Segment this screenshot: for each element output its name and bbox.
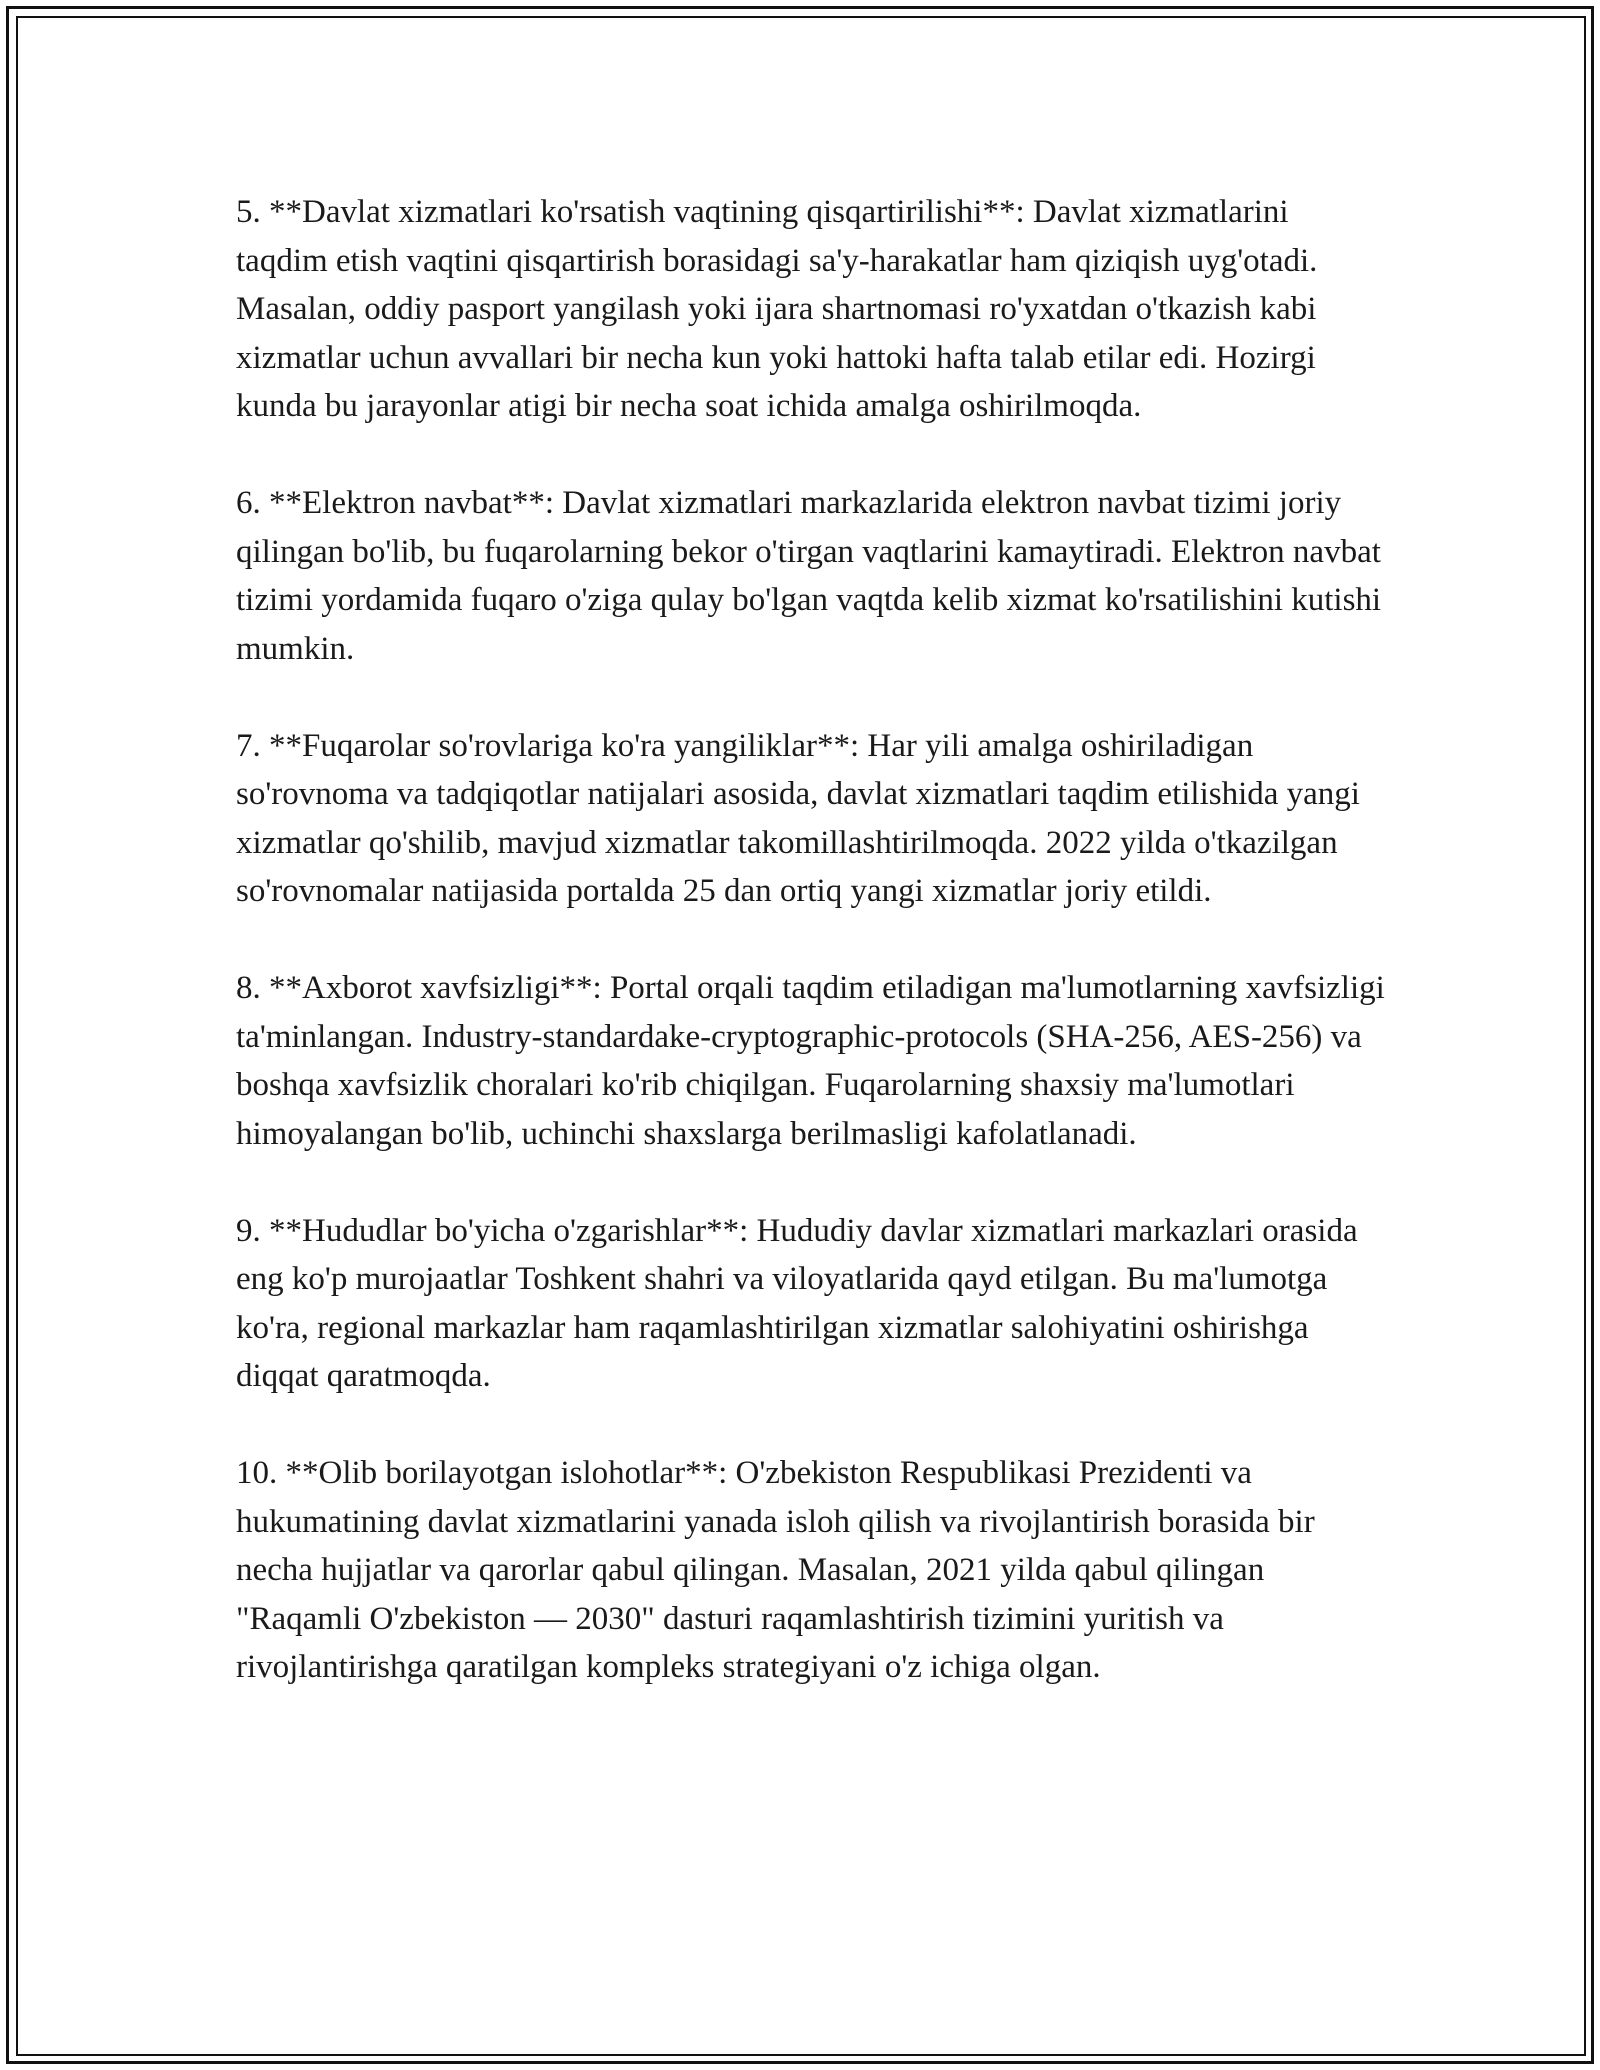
- paragraph-item-9: 9. **Hududlar bo'yicha o'zgarishlar**: Hududiy davlar xizmatlari markazlari orasida eng ko'p murojaatlar Toshkent shahri va viloyatlarida qayd etilgan. Bu ma'lumotga ko'ra, regional markazlar ham raqamlashtirilgan xizmatlar salohiyatini oshirishga diqqat qaratmoqda.: [236, 1212, 1358, 1394]
- paragraph-item-6: 6. **Elektron navbat**: Davlat xizmatlari markazlarida elektron navbat tizimi joriy qilingan bo'lib, bu fuqarolarning bekor o'tirgan vaqtlarini kamaytiradi. Elektron navbat tizimi yordamida fuqaro o'ziga qulay bo'lgan vaqtda kelib xizmat ko'rsatilishini kutishi mumkin.: [236, 485, 1382, 667]
- paragraph-item-7: 7. **Fuqarolar so'rovlariga ko'ra yangiliklar**: Har yili amalga oshiriladigan so'rovnoma va tadqiqotlar natijalari asosida, davlat xizmatlari taqdim etilishida yangi xizmatlar qo'shilib, mavjud xizmatlar takomillashtirilmoqda. 2022 yilda o'tkazilgan so'rovnomalar natijasida portalda 25 dan ortiq yangi xizmatlar joriy etildi.: [236, 727, 1360, 909]
- paragraph-item-5: 5. **Davlat xizmatlari ko'rsatish vaqtining qisqartirilishi**: Davlat xizmatlarini taqdim etish vaqtini qisqartirish borasidagi sa'y-harakatlar ham qiziqish uyg'otadi. Masalan, oddiy pasport yangilash yoki ijara shartnomasi ro'yxatdan o'tkazish kabi xizmatlar uchun avvallari bir necha kun yoki hattoki hafta talab etilar edi. Hozirgi kunda bu jarayonlar atigi bir necha soat ichida amalga oshirilmoqda.: [236, 194, 1318, 424]
- paragraph-item-10: 10. **Olib borilayotgan islohotlar**: O'zbekiston Respublikasi Prezidenti va hukumatining davlat xizmatlarini yanada isloh qilish va rivojlantirish borasida bir necha hujjatlar va qarorlar qabul qilingan. Masalan, 2021 yilda qabul qilingan "Raqamli O'zbekiston — 2030" dasturi raqamlashtirish tizimini yuritish va rivojlantirishga qaratilgan kompleks strategiyani o'z ichiga olgan.: [236, 1455, 1315, 1685]
- document-body: [236, 188, 1386, 1740]
- paragraph-item-8: 8. **Axborot xavfsizligi**: Portal orqali taqdim etiladigan ma'lumotlarning xavfsizligi ta'minlangan. Industry-standardake-cryptographic-protocols (SHA-256, AES-256) va boshqa xavfsizlik choralari ko'rib chiqilgan. Fuqarolarning shaxsiy ma'lumotlari himoyalangan bo'lib, uchinchi shaxslarga berilmasligi kafolatlanadi.: [236, 970, 1385, 1152]
